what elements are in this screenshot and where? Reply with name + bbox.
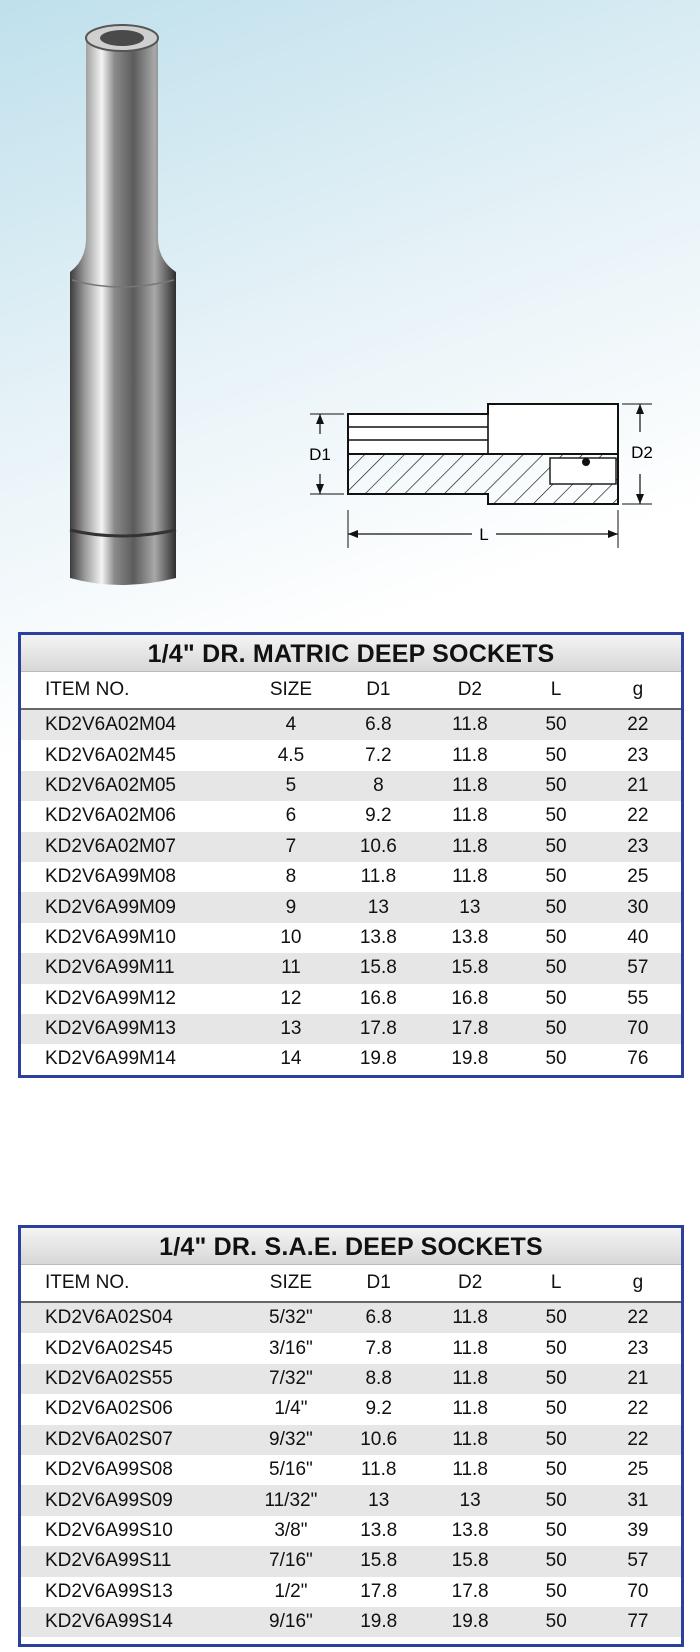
d2-cell: 19.8 xyxy=(423,1607,518,1637)
deep-socket-photo xyxy=(60,10,180,595)
table-row xyxy=(21,953,681,983)
d1-cell: 7.2 xyxy=(334,740,422,770)
size-cell: 13 xyxy=(247,1014,334,1044)
d2-cell: 13 xyxy=(422,892,517,922)
sae-header-row xyxy=(21,1265,681,1302)
size-cell: 4 xyxy=(247,709,334,740)
header-d2: D2 xyxy=(457,1272,483,1293)
item-no-cell: KD2V6A02S45 xyxy=(21,1333,247,1363)
d1-cell: 7.8 xyxy=(335,1333,423,1363)
d2-cell: 11.8 xyxy=(423,1455,518,1485)
g-cell: 21 xyxy=(595,771,681,801)
d2-cell: 17.8 xyxy=(423,1577,518,1607)
item-no-cell: KD2V6A99M09 xyxy=(21,892,247,922)
header-d1: D1 xyxy=(366,679,391,700)
d1-cell: 17.8 xyxy=(335,1577,423,1607)
l-cell: 50 xyxy=(518,1364,595,1394)
table-row xyxy=(21,1394,681,1424)
item-no-cell: KD2V6A99M13 xyxy=(21,1014,247,1044)
size-cell: 4.5 xyxy=(247,740,334,770)
item-no-cell: KD2V6A99M08 xyxy=(21,862,247,892)
item-no-cell: KD2V6A99M10 xyxy=(21,923,247,953)
d2-cell: 11.8 xyxy=(422,862,517,892)
item-no-cell: KD2V6A02M04 xyxy=(21,709,247,740)
size-cell: 14 xyxy=(247,1044,334,1074)
l-cell: 50 xyxy=(517,923,594,953)
table-row xyxy=(21,1364,681,1394)
d2-cell: 15.8 xyxy=(423,1546,518,1576)
d2-cell: 13.8 xyxy=(423,1516,518,1546)
table-row xyxy=(21,1577,681,1607)
g-cell: 31 xyxy=(595,1485,681,1515)
d1-cell: 15.8 xyxy=(334,953,422,983)
sae-table-title: 1/4" DR. S.A.E. DEEP SOCKETS xyxy=(21,1228,681,1265)
d2-cell: 11.8 xyxy=(422,771,517,801)
g-cell: 55 xyxy=(595,984,681,1014)
g-cell: 22 xyxy=(595,1302,681,1333)
g-cell: 57 xyxy=(595,953,681,983)
header-l: L xyxy=(550,679,562,700)
d1-cell: 19.8 xyxy=(334,1044,422,1074)
g-cell: 23 xyxy=(595,740,681,770)
d2-cell: 11.8 xyxy=(423,1333,518,1363)
l-cell: 50 xyxy=(518,1546,595,1576)
d2-cell: 11.8 xyxy=(423,1425,518,1455)
table-row xyxy=(21,923,681,953)
d1-cell: 9.2 xyxy=(334,801,422,831)
g-cell: 25 xyxy=(595,1455,681,1485)
g-cell: 40 xyxy=(595,923,681,953)
item-no-cell: KD2V6A02S04 xyxy=(21,1302,247,1333)
size-cell: 7/16" xyxy=(247,1546,335,1576)
table-row xyxy=(21,1333,681,1363)
header-size: SIZE xyxy=(269,1272,313,1293)
item-no-cell: KD2V6A02S07 xyxy=(21,1425,247,1455)
l-cell: 50 xyxy=(517,832,594,862)
header-g: g xyxy=(632,679,644,700)
metric-table-title: 1/4" DR. MATRIC DEEP SOCKETS xyxy=(21,635,681,672)
size-cell: 11 xyxy=(247,953,334,983)
d1-cell: 13.8 xyxy=(335,1516,423,1546)
metric-table-body xyxy=(21,709,681,1075)
sae-sockets-table xyxy=(18,1225,684,1647)
g-cell: 23 xyxy=(595,1333,681,1363)
socket-dimension-diagram xyxy=(300,400,690,590)
header-item-no: ITEM NO. xyxy=(45,1272,130,1293)
l-cell: 50 xyxy=(517,984,594,1014)
l-label: L xyxy=(479,525,489,544)
l-cell: 50 xyxy=(517,1044,594,1074)
d1-cell: 15.8 xyxy=(335,1546,423,1576)
item-no-cell: KD2V6A02M06 xyxy=(21,801,247,831)
l-cell: 50 xyxy=(518,1455,595,1485)
g-cell: 39 xyxy=(595,1516,681,1546)
table-row xyxy=(21,1546,681,1576)
l-cell: 50 xyxy=(517,709,594,740)
l-cell: 50 xyxy=(517,740,594,770)
item-no-cell: KD2V6A02M45 xyxy=(21,740,247,770)
size-cell: 12 xyxy=(247,984,334,1014)
size-cell: 9/16" xyxy=(247,1607,335,1637)
table-row xyxy=(21,832,681,862)
d1-cell: 13 xyxy=(334,892,422,922)
table-row xyxy=(21,1044,681,1074)
d2-label: D2 xyxy=(631,443,653,462)
table-row xyxy=(21,984,681,1014)
d2-cell: 19.8 xyxy=(422,1044,517,1074)
table-row xyxy=(21,1607,681,1637)
d2-cell: 11.8 xyxy=(423,1364,518,1394)
d2-cell: 11.8 xyxy=(423,1302,518,1333)
size-cell: 3/8" xyxy=(247,1516,335,1546)
size-cell: 11/32" xyxy=(247,1485,335,1515)
item-no-cell: KD2V6A99S10 xyxy=(21,1516,247,1546)
l-cell: 50 xyxy=(518,1333,595,1363)
l-cell: 50 xyxy=(517,771,594,801)
g-cell: 70 xyxy=(595,1014,681,1044)
g-cell: 22 xyxy=(595,1394,681,1424)
table-row xyxy=(21,1516,681,1546)
header-item-no: ITEM NO. xyxy=(45,679,130,700)
g-cell: 23 xyxy=(595,832,681,862)
g-cell: 77 xyxy=(595,1607,681,1637)
d1-cell: 9.2 xyxy=(335,1394,423,1424)
size-cell: 3/16" xyxy=(247,1333,335,1363)
item-no-cell: KD2V6A02S06 xyxy=(21,1394,247,1424)
size-cell: 1/4" xyxy=(247,1394,335,1424)
size-cell: 9/32" xyxy=(247,1425,335,1455)
g-cell: 22 xyxy=(595,801,681,831)
table-row xyxy=(21,862,681,892)
size-cell: 8 xyxy=(247,862,334,892)
l-cell: 50 xyxy=(518,1516,595,1546)
size-cell: 5/32" xyxy=(247,1302,335,1333)
d1-cell: 8.8 xyxy=(335,1364,423,1394)
d1-cell: 11.8 xyxy=(334,862,422,892)
d1-label: D1 xyxy=(309,445,331,464)
l-cell: 50 xyxy=(517,953,594,983)
g-cell: 22 xyxy=(595,709,681,740)
table-row xyxy=(21,740,681,770)
d1-cell: 8 xyxy=(334,771,422,801)
d2-cell: 17.8 xyxy=(422,1014,517,1044)
l-cell: 50 xyxy=(517,862,594,892)
size-cell: 7 xyxy=(247,832,334,862)
item-no-cell: KD2V6A99S09 xyxy=(21,1485,247,1515)
table-row xyxy=(21,1455,681,1485)
d1-cell: 10.6 xyxy=(335,1425,423,1455)
d1-cell: 10.6 xyxy=(334,832,422,862)
d1-cell: 13.8 xyxy=(334,923,422,953)
d2-cell: 13 xyxy=(423,1485,518,1515)
d1-cell: 6.8 xyxy=(335,1302,423,1333)
g-cell: 25 xyxy=(595,862,681,892)
g-cell: 70 xyxy=(595,1577,681,1607)
size-cell: 1/2" xyxy=(247,1577,335,1607)
table-row xyxy=(21,709,681,740)
l-cell: 50 xyxy=(518,1302,595,1333)
item-no-cell: KD2V6A02M07 xyxy=(21,832,247,862)
d1-cell: 19.8 xyxy=(335,1607,423,1637)
d2-cell: 11.8 xyxy=(422,801,517,831)
table-row xyxy=(21,1302,681,1333)
metric-spec-table xyxy=(21,672,681,1075)
item-no-cell: KD2V6A99S08 xyxy=(21,1455,247,1485)
header-d1: D1 xyxy=(366,1272,391,1293)
d1-cell: 6.8 xyxy=(334,709,422,740)
header-g: g xyxy=(632,1272,644,1293)
d2-cell: 11.8 xyxy=(422,832,517,862)
size-cell: 6 xyxy=(247,801,334,831)
size-cell: 10 xyxy=(247,923,334,953)
l-cell: 50 xyxy=(517,892,594,922)
header-size: SIZE xyxy=(269,679,313,700)
l-cell: 50 xyxy=(517,801,594,831)
item-no-cell: KD2V6A02M05 xyxy=(21,771,247,801)
d1-cell: 13 xyxy=(335,1485,423,1515)
table-row xyxy=(21,801,681,831)
sae-table-body xyxy=(21,1302,681,1637)
item-no-cell: KD2V6A02S55 xyxy=(21,1364,247,1394)
d2-cell: 11.8 xyxy=(422,709,517,740)
d2-cell: 16.8 xyxy=(422,984,517,1014)
metric-sockets-table xyxy=(18,632,684,1078)
g-cell: 30 xyxy=(595,892,681,922)
g-cell: 22 xyxy=(595,1425,681,1455)
l-cell: 50 xyxy=(518,1607,595,1637)
d2-cell: 11.8 xyxy=(423,1394,518,1424)
g-cell: 21 xyxy=(595,1364,681,1394)
size-cell: 5 xyxy=(247,771,334,801)
item-no-cell: KD2V6A99S13 xyxy=(21,1577,247,1607)
d1-cell: 17.8 xyxy=(334,1014,422,1044)
d2-cell: 13.8 xyxy=(422,923,517,953)
item-no-cell: KD2V6A99M12 xyxy=(21,984,247,1014)
d2-cell: 11.8 xyxy=(422,740,517,770)
table-row xyxy=(21,771,681,801)
d1-cell: 11.8 xyxy=(335,1455,423,1485)
table-row xyxy=(21,892,681,922)
sae-spec-table xyxy=(21,1265,681,1637)
l-cell: 50 xyxy=(518,1425,595,1455)
size-cell: 5/16" xyxy=(247,1455,335,1485)
g-cell: 76 xyxy=(595,1044,681,1074)
d2-cell: 15.8 xyxy=(422,953,517,983)
d1-cell: 16.8 xyxy=(334,984,422,1014)
l-cell: 50 xyxy=(518,1394,595,1424)
metric-header-row xyxy=(21,672,681,709)
table-row xyxy=(21,1014,681,1044)
item-no-cell: KD2V6A99M11 xyxy=(21,953,247,983)
table-row xyxy=(21,1485,681,1515)
l-cell: 50 xyxy=(518,1485,595,1515)
header-d2: D2 xyxy=(457,679,482,700)
item-no-cell: KD2V6A99M14 xyxy=(21,1044,247,1074)
size-cell: 9 xyxy=(247,892,334,922)
item-no-cell: KD2V6A99S14 xyxy=(21,1607,247,1637)
size-cell: 7/32" xyxy=(247,1364,335,1394)
item-no-cell: KD2V6A99S11 xyxy=(21,1546,247,1576)
l-cell: 50 xyxy=(518,1577,595,1607)
header-l: L xyxy=(550,1272,562,1293)
l-cell: 50 xyxy=(517,1014,594,1044)
table-row xyxy=(21,1425,681,1455)
g-cell: 57 xyxy=(595,1546,681,1576)
